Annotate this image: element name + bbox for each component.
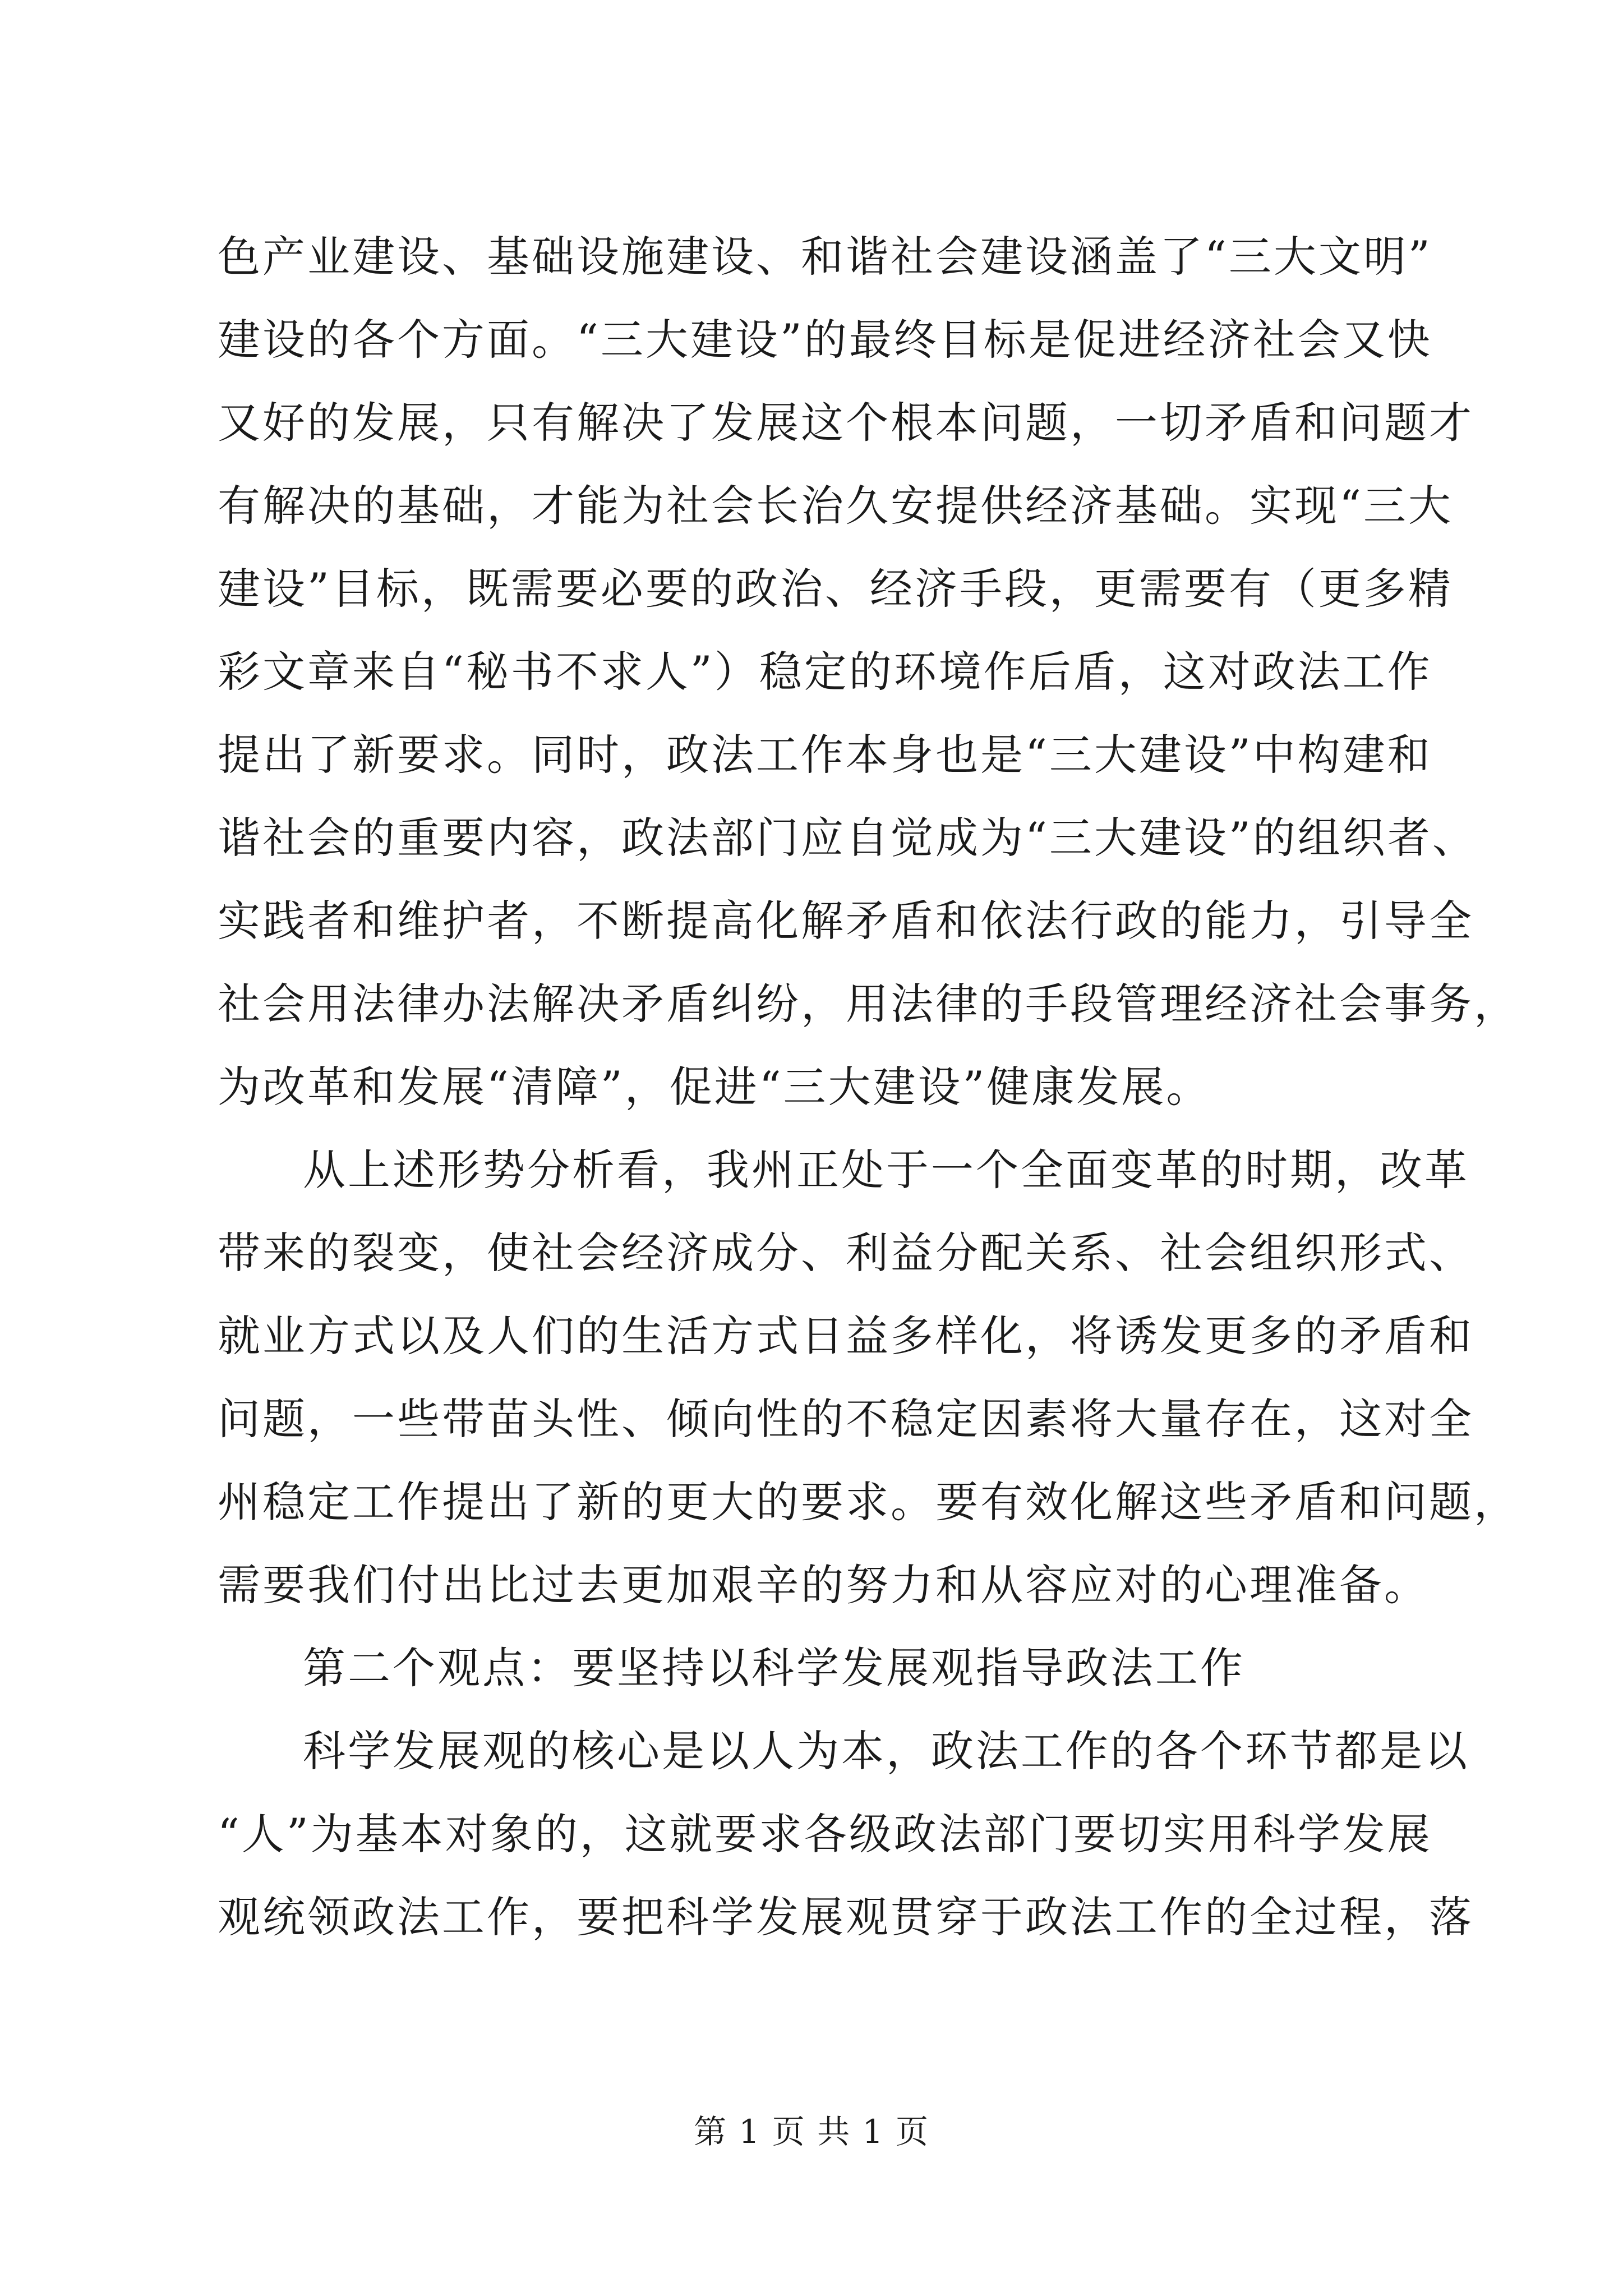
text-line: 州稳定工作提出了新的更大的要求。要有效化解这些矛盾和问题，: [218, 1477, 1519, 1527]
text-line: 色产业建设、基础设施建设、和谐社会建设涵盖了“三大文明”: [218, 232, 1432, 282]
page-footer: 第 1 页 共 1 页: [694, 2113, 929, 2151]
text-line: 实践者和维护者，不断提高化解矛盾和依法行政的能力，引导全: [218, 896, 1474, 946]
text-line: 谐社会的重要内容，政法部门应自觉成为“三大建设”的组织者、: [218, 813, 1477, 863]
text-line: 彩文章来自“秘书不求人”）稳定的环境作后盾，这对政法工作: [218, 647, 1432, 697]
text-line: 观统领政法工作，要把科学发展观贯穿于政法工作的全过程，落: [218, 1892, 1474, 1942]
text-line: 需要我们付出比过去更加艰辛的努力和从容应对的心理准备。: [218, 1560, 1429, 1610]
text-line: 建设的各个方面。“三大建设”的最终目标是促进经济社会又快: [218, 315, 1432, 365]
text-line: 问题，一些带苗头性、倾向性的不稳定因素将大量存在，这对全: [218, 1394, 1474, 1444]
text-line: 为改革和发展“清障”，促进“三大建设”健康发展。: [218, 1062, 1211, 1112]
text-line: 从上述形势分析看，我州正处于一个全面变革的时期，改革: [303, 1145, 1469, 1195]
text-line: 有解决的基础，才能为社会长治久安提供经济基础。实现“三大: [218, 481, 1453, 531]
section-heading: 第二个观点：要坚持以科学发展观指导政法工作: [303, 1643, 1245, 1693]
text-line: 就业方式以及人们的生活方式日益多样化，将诱发更多的矛盾和: [218, 1311, 1474, 1361]
text-line: 社会用法律办法解决矛盾纠纷，用法律的手段管理经济社会事务，: [218, 979, 1519, 1029]
text-line: 又好的发展，只有解决了发展这个根本问题，一切矛盾和问题才: [218, 398, 1474, 448]
text-line: 带来的裂变，使社会经济成分、利益分配关系、社会组织形式、: [218, 1228, 1474, 1278]
body-text: [218, 215, 1519, 1959]
text-line: 建设”目标，既需要必要的政治、经济手段，更需要有（更多精: [218, 564, 1453, 614]
text-line: 科学发展观的核心是以人为本，政法工作的各个环节都是以: [303, 1726, 1469, 1776]
text-line: 提出了新要求。同时，政法工作本身也是“三大建设”中构建和: [218, 730, 1432, 780]
text-line: “人”为基本对象的，这就要求各级政法部门要切实用科学发展: [218, 1809, 1432, 1859]
